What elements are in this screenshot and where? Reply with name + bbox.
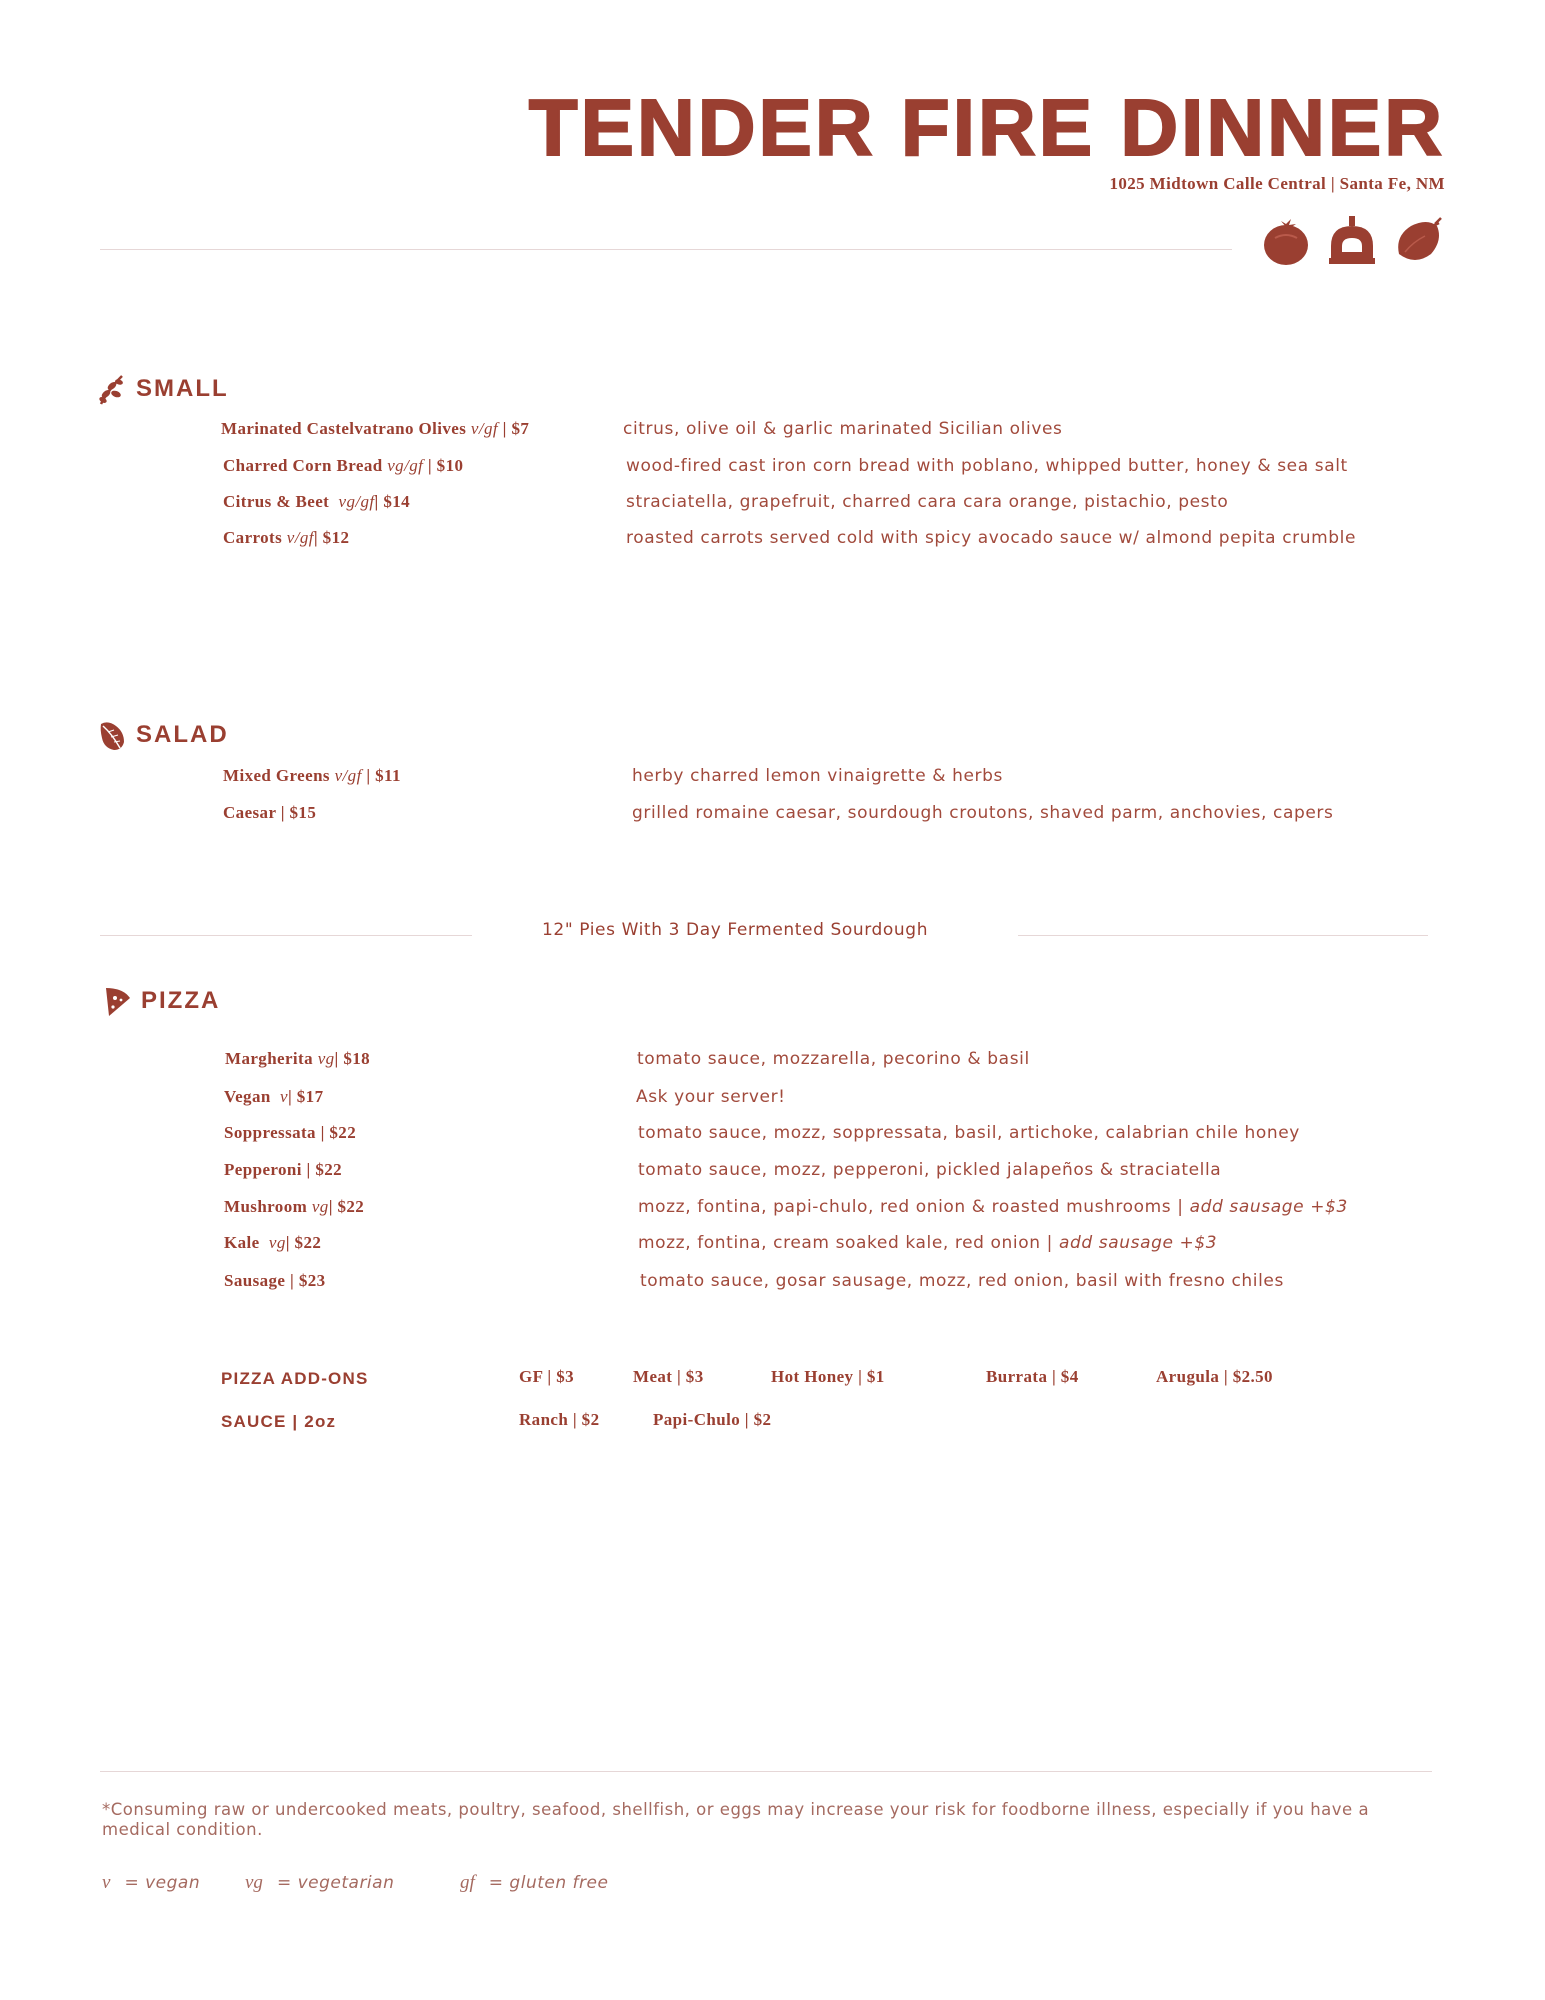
sauce-label: SAUCE | 2oz [221,1412,337,1431]
pies-divider-right [1018,935,1428,936]
sauce-item: Papi-Chulo | $2 [653,1410,772,1429]
header-divider [100,249,1232,250]
section-small-title: SMALL [136,375,229,402]
addon-item: Meat | $3 [633,1367,704,1386]
menu-item-description: grilled romaine caesar, sourdough croutons, shaved parm, anchovies, capers [632,803,1334,823]
pies-divider-left [100,935,472,936]
pizza-oven-icon [1325,214,1379,268]
menu-item-description: tomato sauce, mozzarella, pecorino & basil [637,1049,1030,1069]
menu-item-name: Pepperoni | $22 [224,1160,343,1179]
restaurant-address: 1025 Midtown Calle Central | Santa Fe, NM [1109,174,1445,193]
menu-item-name: Mushroom vg| $22 [224,1197,365,1216]
menu-item-name: Soppressata | $22 [224,1123,357,1142]
footer-divider [100,1771,1432,1772]
menu-item-description: straciatella, grapefruit, charred cara cara orange, pistachio, pesto [626,492,1229,512]
menu-item-name: Sausage | $23 [224,1271,326,1290]
addon-item: Burrata | $4 [986,1367,1079,1386]
menu-item-description: wood-fired cast iron corn bread with poblano, whipped butter, honey & sea salt [626,456,1348,476]
section-pizza-header [103,984,220,1018]
menu-item-name: Charred Corn Bread vg/gf | $10 [223,456,464,475]
menu-item-name: Carrots v/gf| $12 [223,528,350,547]
section-salad-title: SALAD [136,721,229,748]
menu-item-name: Vegan v| $17 [224,1087,324,1106]
section-small-header [98,372,229,406]
menu-item-name: Kale vg| $22 [224,1233,322,1252]
menu-item-name: Caesar | $15 [223,803,317,822]
menu-item-name: Margherita vg| $18 [225,1049,371,1068]
sauce-item: Ranch | $2 [519,1410,600,1429]
addon-item: Arugula | $2.50 [1156,1367,1273,1386]
lemon-icon [1391,214,1445,268]
menu-item-description: Ask your server! [636,1087,786,1107]
menu-item-description: mozz, fontina, cream soaked kale, red onion | add sausage +$3 [638,1233,1218,1253]
menu-item-name: Marinated Castelvatrano Olives v/gf | $7 [221,419,530,438]
legend-vegan: v = vegan [102,1872,201,1893]
foodborne-illness-disclaimer: *Consuming raw or undercooked meats, poultry, seafood, shellfish, or eggs may increase your risk for foodborne illness, especially if you have a medical condition. [102,1800,1370,1839]
menu-item-description: tomato sauce, mozz, soppressata, basil, artichoke, calabrian chile honey [638,1123,1300,1143]
herb-sprig-icon [98,372,126,406]
addon-item: GF | $3 [519,1367,575,1386]
tomato-icon [1259,214,1313,268]
section-salad-header [98,718,229,752]
pizza-slice-icon [103,984,131,1018]
legend-vegetarian: vg = vegetarian [245,1872,395,1893]
menu-item-name: Citrus & Beet vg/gf| $14 [223,492,411,511]
menu-item-description: roasted carrots served cold with spicy avocado sauce w/ almond pepita crumble [626,528,1357,548]
menu-item-description: citrus, olive oil & garlic marinated Sicilian olives [623,419,1063,439]
section-pizza-title: PIZZA [141,987,221,1014]
header-icon-group [1259,214,1445,268]
menu-item-name: Mixed Greens v/gf | $11 [223,766,401,785]
menu-item-description: tomato sauce, gosar sausage, mozz, red onion, basil with fresno chiles [640,1271,1284,1291]
lettuce-leaf-icon [98,718,126,752]
menu-item-description: tomato sauce, mozz, pepperoni, pickled jalapeños & straciatella [638,1160,1222,1180]
menu-item-description: herby charred lemon vinaigrette & herbs [632,766,1003,786]
menu-item-description: mozz, fontina, papi-chulo, red onion & roasted mushrooms | add sausage +$3 [638,1197,1348,1217]
pies-note: 12" Pies With 3 Day Fermented Sourdough [542,920,929,940]
restaurant-title: TENDER FIRE DINNER [528,83,1445,172]
pizza-addons-label: PIZZA ADD-ONS [221,1369,369,1388]
addon-item: Hot Honey | $1 [771,1367,885,1386]
legend-gluten-free: gf = gluten free [460,1872,609,1893]
